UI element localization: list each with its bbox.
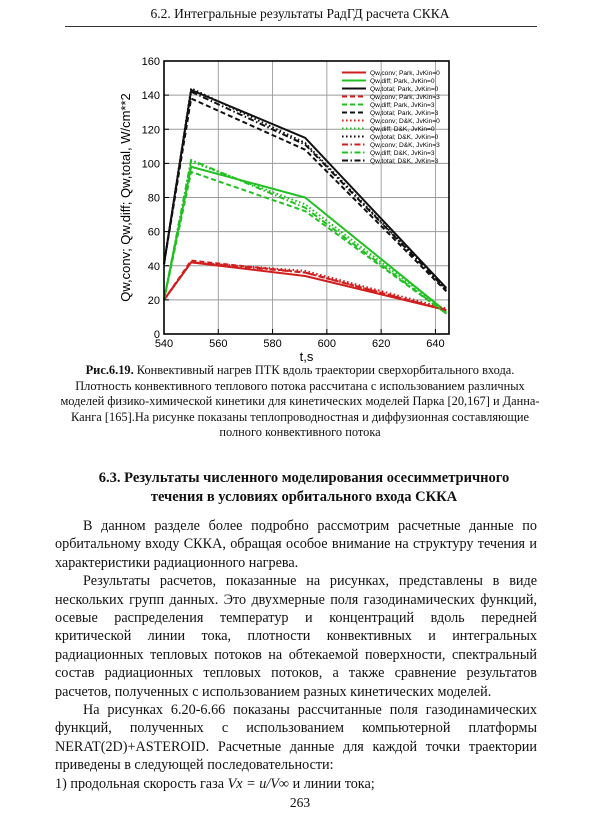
y-tick-label: 140	[141, 90, 160, 103]
x-axis-label: t,s	[299, 349, 314, 364]
x-tick-label: 580	[263, 338, 282, 350]
figure-caption	[58, 363, 542, 441]
section-heading: 6.3. Результаты численного моделирования осесимметричного течения в условиях орбитального входа СККА	[98, 470, 510, 505]
figure-caption-label: Рис.6.19.	[85, 363, 134, 377]
figure-caption-text: Конвективный нагрев ПТК вдоль траектории сверхорбитального входа. Плотность конвективного теплового потока рассчитана с использованием различных моделей физико-химической кинетики для кинетических моделей Парка [20,167] и Данна-Канга [165].На рисунке показаны теплопроводностная и диффузионная составляющие полного конвективного потока	[60, 363, 540, 439]
legend-label-9: Qw,total; D&K, JvKin=0	[370, 134, 439, 141]
x-tick-label: 620	[371, 338, 391, 350]
legend-label-7: Qw,conv; D&K, JvKin=0	[370, 118, 440, 125]
y-tick-label: 80	[147, 192, 160, 205]
legend-label-10: Qw,conv; D&K, JvKin=3	[370, 142, 440, 149]
legend-label-11: Qw,diff; D&K, JvKin=3	[370, 150, 435, 157]
page-number: 263	[289, 795, 311, 810]
x-tick-label: 600	[317, 338, 337, 350]
legend-label-5: Qw,diff; Park, JvKin=3	[370, 102, 435, 109]
series-line-1	[164, 262, 446, 310]
paragraph-2: Результаты расчетов, показанные на рисунках, представлены в виде нескольких групп данных. Это двухмерные поля газодинамических функций, осевые распределения температур и концентраций вдоль передней критической линии тока, плотности конвективных и интегральных радиационных тепловых потоков на обтекаемой поверхности, спектральный состав радиационных тепловых потоков, а также сравнение результатов расчетов, полученных с использованием разных кинетических моделей.	[55, 573, 537, 700]
y-tick-label: 100	[141, 158, 160, 171]
series-line-7	[164, 262, 446, 308]
header-rule	[65, 26, 537, 27]
paragraph-3: На рисунках 6.20-6.66 показаны рассчитанные поля газодинамических функций, полученных с использованием компьютерной платформы NERAT(2D)+ASTEROID. Расчетные данные для каждой точки траектории приведены в следующей последовательности:	[55, 702, 537, 774]
series-line-2	[164, 167, 446, 312]
list-item-1-end: и линии тока;	[289, 775, 375, 792]
list-item-1	[55, 775, 537, 793]
series-line-11	[164, 160, 446, 314]
heat-flux-chart	[110, 52, 460, 364]
legend-label-12: Qw,total; D&K, JvKin=3	[370, 158, 439, 165]
y-tick-label: 160	[141, 56, 160, 68]
list-item-1-start: 1) продольная скорость газа	[55, 775, 228, 792]
legend-label-6: Qw,total; Park, JvKin=3	[370, 110, 439, 117]
legend-label-8: Qw,diff; D&K, JvKin=0	[370, 126, 435, 133]
y-axis-label: Qw,conv; Qw,diff; Qw,total, W/cm**2	[118, 93, 133, 302]
y-tick-label: 0	[153, 329, 160, 341]
legend-label-3: Qw,total; Park, JvKin=0	[370, 86, 439, 93]
legend-label-4: Qw,conv; Park, JvKin=3	[370, 94, 440, 101]
series-line-8	[164, 162, 446, 312]
legend-label-1: Qw,conv; Park, JvKin=0	[370, 70, 440, 77]
legend	[342, 70, 440, 165]
y-tick-label: 40	[147, 260, 160, 273]
legend-label-2: Qw,diff; Park, JvKin=0	[370, 78, 435, 85]
y-tick-label: 120	[141, 124, 160, 137]
series-line-4	[164, 261, 446, 310]
velocity-formula: Vx = u/V∞	[227, 775, 290, 792]
x-tick-label: 640	[426, 338, 445, 350]
body-text	[55, 517, 537, 793]
running-head: 6.2. Интегральные результаты РадГД расчета СККА	[150, 6, 450, 21]
y-tick-label: 20	[147, 294, 160, 307]
series-line-10	[164, 262, 446, 310]
paragraph-1: В данном разделе более подробно рассмотрим расчетные данные по орбитальному входу СККА, обращая особое внимание на структуру течения и характеристики радиационного нагрева.	[55, 518, 537, 571]
x-tick-label: 560	[209, 338, 228, 350]
x-tick-label: 540	[154, 338, 174, 350]
y-tick-label: 60	[147, 226, 160, 239]
